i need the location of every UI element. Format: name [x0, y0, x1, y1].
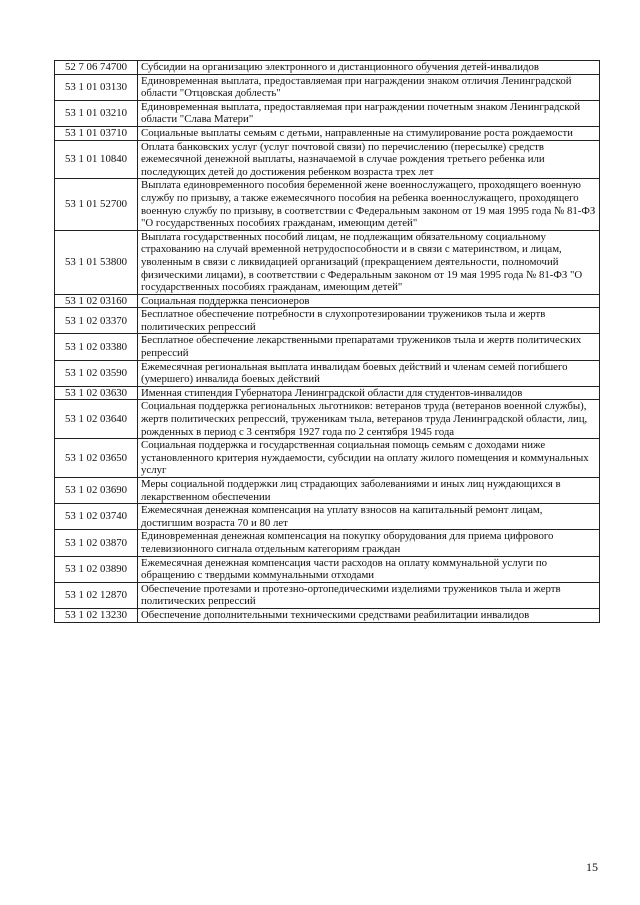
budget-code-cell: 52 7 06 74700	[55, 61, 138, 75]
table-row	[55, 360, 600, 386]
budget-code-cell: 53 1 02 13230	[55, 608, 138, 622]
budget-code-cell: 53 1 01 52700	[55, 179, 138, 230]
table-row	[55, 556, 600, 582]
budget-code-cell: 53 1 02 03370	[55, 308, 138, 334]
budget-code-cell: 53 1 02 03640	[55, 400, 138, 439]
expense-description-cell: Единовременная денежная компенсация на покупку оборудования для приема цифрового телевизионного сигнала отдельным категориям граждан	[138, 530, 600, 556]
page-number: 15	[586, 860, 598, 874]
expense-description-cell: Ежемесячная денежная компенсация части расходов на оплату коммунальной услуги по обращению с твердыми коммунальными отходами	[138, 556, 600, 582]
budget-code-cell: 53 1 02 03380	[55, 334, 138, 360]
budget-code-cell: 53 1 01 53800	[55, 230, 138, 294]
budget-code-cell: 53 1 02 03740	[55, 504, 138, 530]
table-row	[55, 179, 600, 230]
expense-description-cell: Бесплатное обеспечение лекарственными препаратами тружеников тыла и жертв политических репрессий	[138, 334, 600, 360]
table-body	[55, 61, 600, 623]
table-row	[55, 400, 600, 439]
table-row	[55, 140, 600, 179]
budget-code-cell: 53 1 02 03890	[55, 556, 138, 582]
table-row	[55, 478, 600, 504]
expense-description-cell: Обеспечение протезами и протезно-ортопедическими изделиями тружеников тыла и жертв политических репрессий	[138, 582, 600, 608]
expense-description-cell: Ежемесячная денежная компенсация на уплату взносов на капитальный ремонт лицам, достигшим возраста 70 и 80 лет	[138, 504, 600, 530]
table-row	[55, 230, 600, 294]
expense-description-cell: Именная стипендия Губернатора Ленинградской области для студентов-инвалидов	[138, 386, 600, 400]
budget-code-table	[54, 60, 600, 623]
table-row	[55, 74, 600, 100]
expense-description-cell: Ежемесячная региональная выплата инвалидам боевых действий и членам семей погибшего (умершего) инвалида боевых действий	[138, 360, 600, 386]
budget-code-cell: 53 1 02 03630	[55, 386, 138, 400]
budget-code-cell: 53 1 02 12870	[55, 582, 138, 608]
expense-description-cell: Выплата государственных пособий лицам, не подлежащим обязательному социальному страхованию на случай временной нетрудоспособности и в связи с материнством, и лицам, уволенным в связи с ликвидацией организаций (прекращением деятельности, полномочий физическими лицами), в соответствии с Федеральным законом от 19 мая 1995 года № 81-ФЗ "О государственных пособиях гражданам, имеющим детей"	[138, 230, 600, 294]
table-row	[55, 504, 600, 530]
budget-code-cell: 53 1 02 03590	[55, 360, 138, 386]
table-row	[55, 294, 600, 308]
expense-description-cell: Обеспечение дополнительными техническими средствами реабилитации инвалидов	[138, 608, 600, 622]
table-row	[55, 308, 600, 334]
table-row	[55, 126, 600, 140]
table-row	[55, 334, 600, 360]
expense-description-cell: Социальные выплаты семьям с детьми, направленные на стимулирование роста рождаемости	[138, 126, 600, 140]
table-row	[55, 439, 600, 478]
budget-code-cell: 53 1 01 03710	[55, 126, 138, 140]
expense-description-cell: Социальная поддержка и государственная социальная помощь семьям с доходами ниже установленного критерия нуждаемости, субсидии на оплату жилого помещения и коммунальных услуг	[138, 439, 600, 478]
table-row	[55, 530, 600, 556]
expense-description-cell: Единовременная выплата, предоставляемая при награждении почетным знаком Ленинградской области "Слава Матери"	[138, 100, 600, 126]
expense-description-cell: Социальная поддержка региональных льготников: ветеранов труда (ветеранов военной службы), жертв политических репрессий, труженикам тыла, ветеранов труда Ленинградской области, лиц, рожденных в период с 3 сентября 1927 года по 2 сентября 1945 года	[138, 400, 600, 439]
table-row	[55, 61, 600, 75]
expense-description-cell: Выплата единовременного пособия беременной жене военнослужащего, проходящего военную службу по призыву, а также ежемесячного пособия на ребенка военнослужащего, проходящего военную службу по призыву, в соответствии с Федеральным законом от 19 мая 1995 года № 81-ФЗ "О государственных пособиях гражданам, имеющим детей"	[138, 179, 600, 230]
expense-description-cell: Социальная поддержка пенсионеров	[138, 294, 600, 308]
expense-description-cell: Единовременная выплата, предоставляемая при награждении знаком отличия Ленинградской области "Отцовская доблесть"	[138, 74, 600, 100]
budget-code-cell: 53 1 02 03870	[55, 530, 138, 556]
table-row	[55, 100, 600, 126]
expense-description-cell: Бесплатное обеспечение потребности в слухопротезировании тружеников тыла и жертв политических репрессий	[138, 308, 600, 334]
budget-code-cell: 53 1 01 03210	[55, 100, 138, 126]
budget-code-cell: 53 1 02 03160	[55, 294, 138, 308]
expense-description-cell: Субсидии на организацию электронного и дистанционного обучения детей-инвалидов	[138, 61, 600, 75]
budget-code-cell: 53 1 01 10840	[55, 140, 138, 179]
table-row	[55, 582, 600, 608]
budget-code-cell: 53 1 02 03650	[55, 439, 138, 478]
expense-description-cell: Оплата банковских услуг (услуг почтовой связи) по перечислению (пересылке) средств ежемесячной денежной выплаты, назначаемой в случае рождения третьего ребенка или последующих детей до достижения ребенком возраста трех лет	[138, 140, 600, 179]
expense-description-cell: Меры социальной поддержки лиц страдающих заболеваниями и иных лиц нуждающихся в лекарственном обеспечении	[138, 478, 600, 504]
budget-code-cell: 53 1 01 03130	[55, 74, 138, 100]
table-row	[55, 608, 600, 622]
table-row	[55, 386, 600, 400]
budget-code-cell: 53 1 02 03690	[55, 478, 138, 504]
